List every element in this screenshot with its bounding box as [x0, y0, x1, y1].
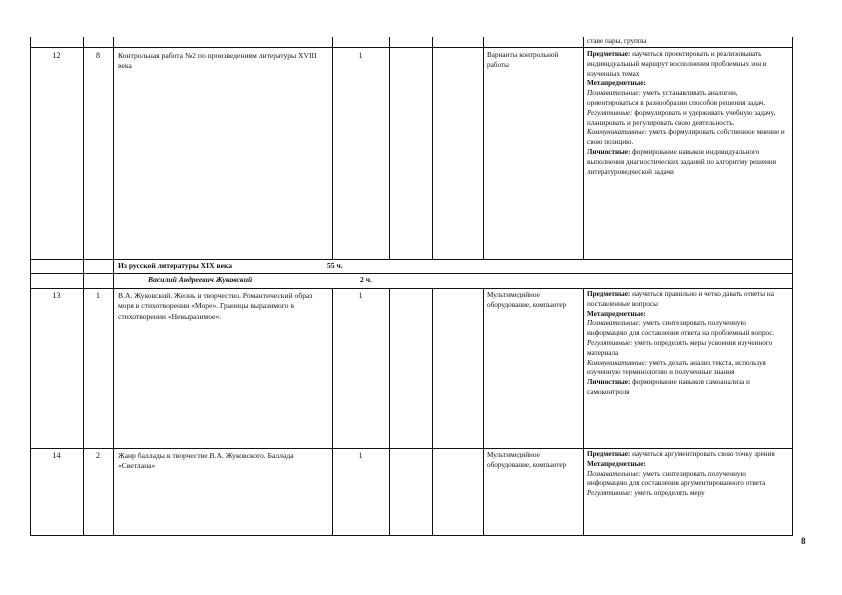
lesson-results	[587, 450, 787, 499]
row-line	[30, 47, 793, 48]
lesson-sub-number: 2	[96, 451, 100, 460]
col-line	[583, 288, 584, 536]
col-line	[332, 37, 333, 259]
result-label: Метапредметные:	[587, 309, 646, 318]
result-item	[587, 109, 787, 129]
result-text: научиться аргументировать свою точку зрения	[630, 450, 775, 458]
result-text: уметь синтезировать полученную информацию для составления аргументированного ответа	[587, 469, 766, 488]
row-line	[30, 259, 793, 260]
result-label: Предметные:	[587, 290, 631, 298]
section-title: Из русской литературы XIX века	[118, 261, 233, 270]
col-line	[583, 37, 584, 259]
lesson-equipment: Мультимедийное оборудование, компьютер	[487, 291, 567, 309]
result-text: уметь определять меры усвоения изученного материала	[587, 338, 773, 357]
col-line	[389, 288, 390, 536]
result-item	[587, 290, 787, 310]
col-line	[432, 37, 433, 259]
col-line	[113, 37, 114, 536]
result-label: Личностные:	[587, 378, 631, 387]
col-line	[792, 37, 793, 536]
result-label: Регулятивные:	[587, 489, 633, 498]
result-label: Коммуникативные:	[587, 358, 648, 367]
result-item	[587, 489, 787, 499]
result-text: формирование навыков индивидуального выполнения диагностических заданий по алгоритму решения литературоведческой задачи	[587, 147, 777, 176]
col-line	[483, 37, 484, 259]
lesson-sub-number: 8	[96, 51, 100, 60]
result-item	[587, 470, 787, 490]
col-line	[83, 37, 84, 536]
result-text: уметь делать анализ текста, используя изученную терминологию и полученные знания	[587, 358, 766, 377]
lesson-topic: В.А. Жуковский. Жизнь и творчество. Романтический образ моря в стихотворении «Море». Границы выразимого в стихотворении «Невыразимое».	[118, 291, 313, 321]
result-item	[587, 359, 787, 379]
result-item	[587, 378, 787, 398]
result-label: Метапредметные:	[587, 459, 646, 468]
col-line	[432, 288, 433, 536]
lesson-topic: Контрольная работа №2 по произведениям литературы XVIII века	[118, 51, 317, 71]
row-line	[30, 448, 793, 449]
result-label: Предметные:	[587, 50, 631, 58]
row-line	[30, 535, 793, 536]
result-label: Личностные:	[587, 147, 631, 156]
subsection-title: Василий Андреевич Жуковский	[148, 275, 253, 284]
result-item	[587, 450, 787, 460]
col-line	[30, 37, 31, 536]
result-item	[587, 50, 787, 79]
result-label: Регулятивные:	[587, 338, 633, 347]
section-hours: 55 ч.	[327, 261, 343, 270]
result-item	[587, 460, 787, 470]
lesson-hours: 1	[358, 451, 363, 460]
result-text: уметь определять меру	[632, 489, 705, 498]
result-text: формулировать и удерживать учебную задачу, планировать и регулировать свою деятельность.	[587, 108, 776, 127]
result-item	[587, 339, 787, 359]
result-item	[587, 148, 787, 177]
lesson-number: 14	[52, 451, 61, 460]
result-item	[587, 79, 787, 89]
result-text: научиться правильно и четко давать ответы на поставленные вопросы	[587, 290, 774, 308]
result-label: Познавательные:	[587, 319, 641, 328]
result-item	[587, 319, 787, 339]
previous-row-fragment: ставе пары, группы	[587, 37, 647, 45]
result-text: формирование навыков самоанализа и самоконтроля	[587, 378, 750, 396]
lesson-hours: 1	[358, 51, 363, 60]
lesson-equipment: Варианты контрольной работы	[487, 51, 559, 69]
result-item	[587, 89, 787, 109]
result-label: Познавательные:	[587, 89, 641, 98]
result-text: научиться проектировать и реализовывать индивидуальный маршрут восполнения проблемных зон в изученных темах	[587, 50, 767, 78]
result-text: уметь устанавливать аналогии, ориентироваться в разнообразии способов решения задач.	[587, 89, 766, 107]
lesson-results	[587, 290, 787, 398]
page-number: 8	[801, 536, 806, 546]
lesson-results	[587, 50, 787, 177]
col-line	[332, 288, 333, 536]
result-label: Познавательные:	[587, 469, 641, 478]
lesson-number: 12	[52, 51, 61, 60]
result-text: уметь синтезировать полученную информацию для составления ответа на проблемный вопрос.	[587, 319, 775, 338]
lesson-number: 13	[52, 291, 61, 300]
col-line	[483, 288, 484, 536]
result-text: уметь формулировать собственное мнение и свою позицию.	[587, 128, 785, 147]
subsection-hours: 2 ч.	[360, 275, 372, 284]
result-item	[587, 128, 787, 148]
result-label: Регулятивные:	[587, 108, 633, 117]
result-label: Предметные:	[587, 450, 631, 458]
row-line	[30, 288, 793, 289]
lesson-equipment: Мультимедийное оборудование, компьютер	[487, 451, 567, 469]
lesson-sub-number: 1	[96, 291, 100, 300]
lesson-topic: Жанр баллады в творчестве В.А. Жуковского. Баллада «Светлана»	[118, 451, 294, 471]
lesson-hours: 1	[358, 291, 363, 300]
result-item	[587, 310, 787, 320]
row-line	[30, 273, 793, 274]
col-line	[389, 37, 390, 259]
result-label: Метапредметные:	[587, 79, 646, 88]
result-label: Коммуникативные:	[587, 128, 648, 137]
